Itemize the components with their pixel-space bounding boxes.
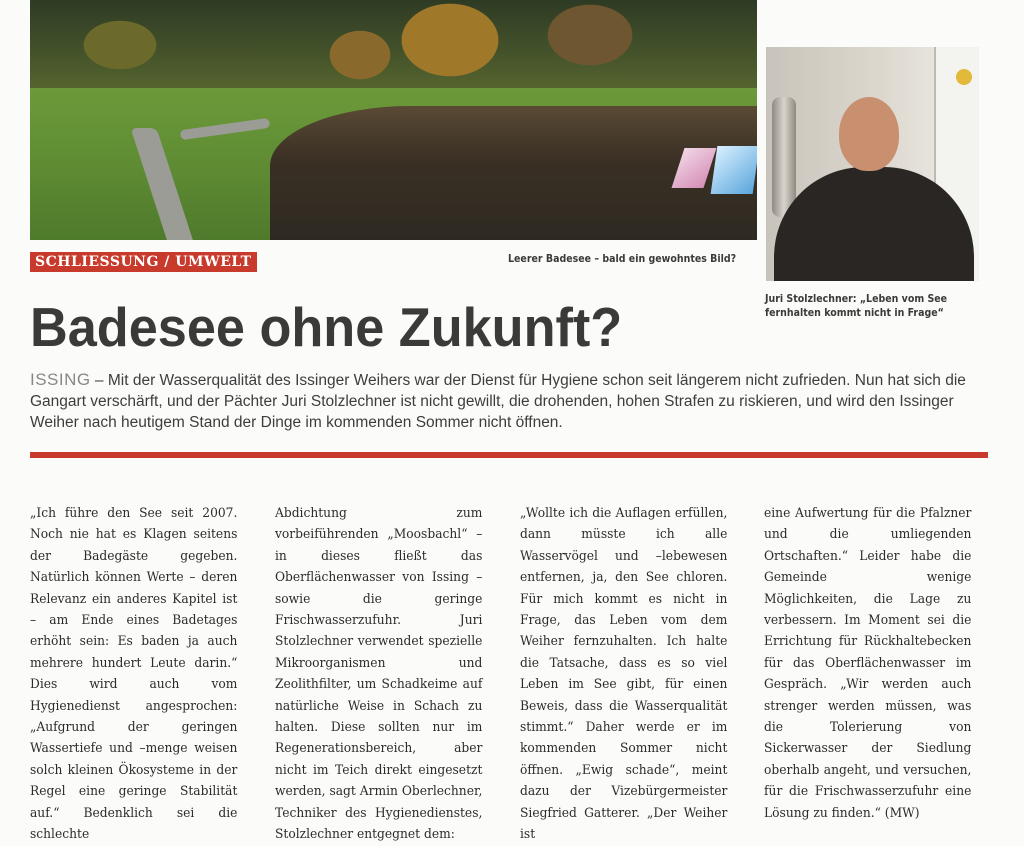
lake-photo [30, 0, 757, 240]
headline: Badesee ohne Zukunft? [30, 296, 623, 358]
body-column-3 [520, 503, 727, 846]
lake-photo-caption: Leerer Badesee – bald ein gewohntes Bild? [508, 253, 737, 265]
red-divider [30, 452, 988, 458]
body-column-1 [30, 503, 237, 846]
person-head [839, 97, 899, 171]
lead-text: – Mit der Wasserqualität des Issinger Weihers war der Dienst für Hygiene schon seit längerem nicht zufrieden. Nun hat sich die Gangart verschärft, und der Pächter Juri Stolzlechner ist nicht gewillt, die drohenden, hohen Strafen zu riskieren, und wird den Issinger Weiher nach heutigem Stand der Dinge im kommenden Sommer nicht öffnen. [30, 372, 966, 431]
column-text: eine Aufwertung für die Pfalzner und die umliegenden Ortschaften.“ Leider habe die Gemeinde wenige Möglichkeiten, die Lage zu verbessern. Im Moment sei die Errichtung für Rückhaltebecken für das Oberflächenwasser im Gespräch. „Wir werden auch strenger werden müssen, was die Tolerierung von Sickerwasser der Siedlung oberhalb angeht, und versuchen, für die Frischwasserzufuhr eine Lösung zu finden.“ (MW) [764, 506, 972, 821]
lead-paragraph [30, 369, 990, 433]
body-column-2 [275, 503, 482, 846]
pipe [772, 97, 796, 217]
column-text: „Ich führe den See seit 2007. Noch nie hat es Klagen seitens der Badegäste gegeben. Natürlich können Werte – deren Relevanz ein anderes Kapitel ist – am Ende eines Badetages erhöht sein: Es baden ja auch mehrere hundert Leute darin.“ Dies wird auch vom Hygienedienst angesprochen: „Aufgrund der geringen Wassertiefe und –menge weisen solch kleinen Ökosysteme in der Regel eine geringe Stabilität auf.“ Bedenklich sei die schlechte [30, 506, 238, 843]
dateline-place: ISSING [30, 370, 91, 389]
section-tag: SCHLIESSUNG / UMWELT [30, 252, 257, 272]
blue-sign-board [711, 146, 757, 194]
forest-background [30, 0, 757, 98]
column-text: Abdichtung zum vorbeiführenden „Moosbachl“ – in dieses fließt das Oberflächenwasser von Issing – sowie die geringe Frischwasserzufuhr. Juri Stolzlechner verwendet spezielle Mikroorganismen und Zeolithfilter, um Schadkeime auf natürliche Weise in Schach zu halten. Diese sollten nur im Regenerationsbereich, aber nicht im Teich direkt eingesetzt werden, sagt Armin Oberlechner, Techniker des Hygienedienstes, Stolzlechner entgegnet dem: [275, 506, 483, 843]
body-column-4 [764, 503, 971, 824]
column-text: „Wollte ich die Auflagen erfüllen, dann müsste ich alle Wasservögel und –lebewesen entfernen, ja, den See chloren. Für mich kommt es nicht in Frage, das Leben vom dem Weiher fernzuhalten. Ich halte die Tatsache, dass es so viel Leben im See gibt, für einen Beweis, dass die Wasserqualität stimmt.“ Daher werde er im kommenden Sommer nicht öffnen. „Ewig schade“, meint dazu der Vizebürgermeister Siegfried Gatterer. „Der Weiher ist [520, 506, 728, 843]
portrait-photo-caption: Juri Stolzlechner: „Leben vom See fernhalten kommt nicht in Frage“ [765, 293, 948, 319]
gauge-icon [956, 69, 972, 85]
portrait-photo [766, 47, 979, 281]
